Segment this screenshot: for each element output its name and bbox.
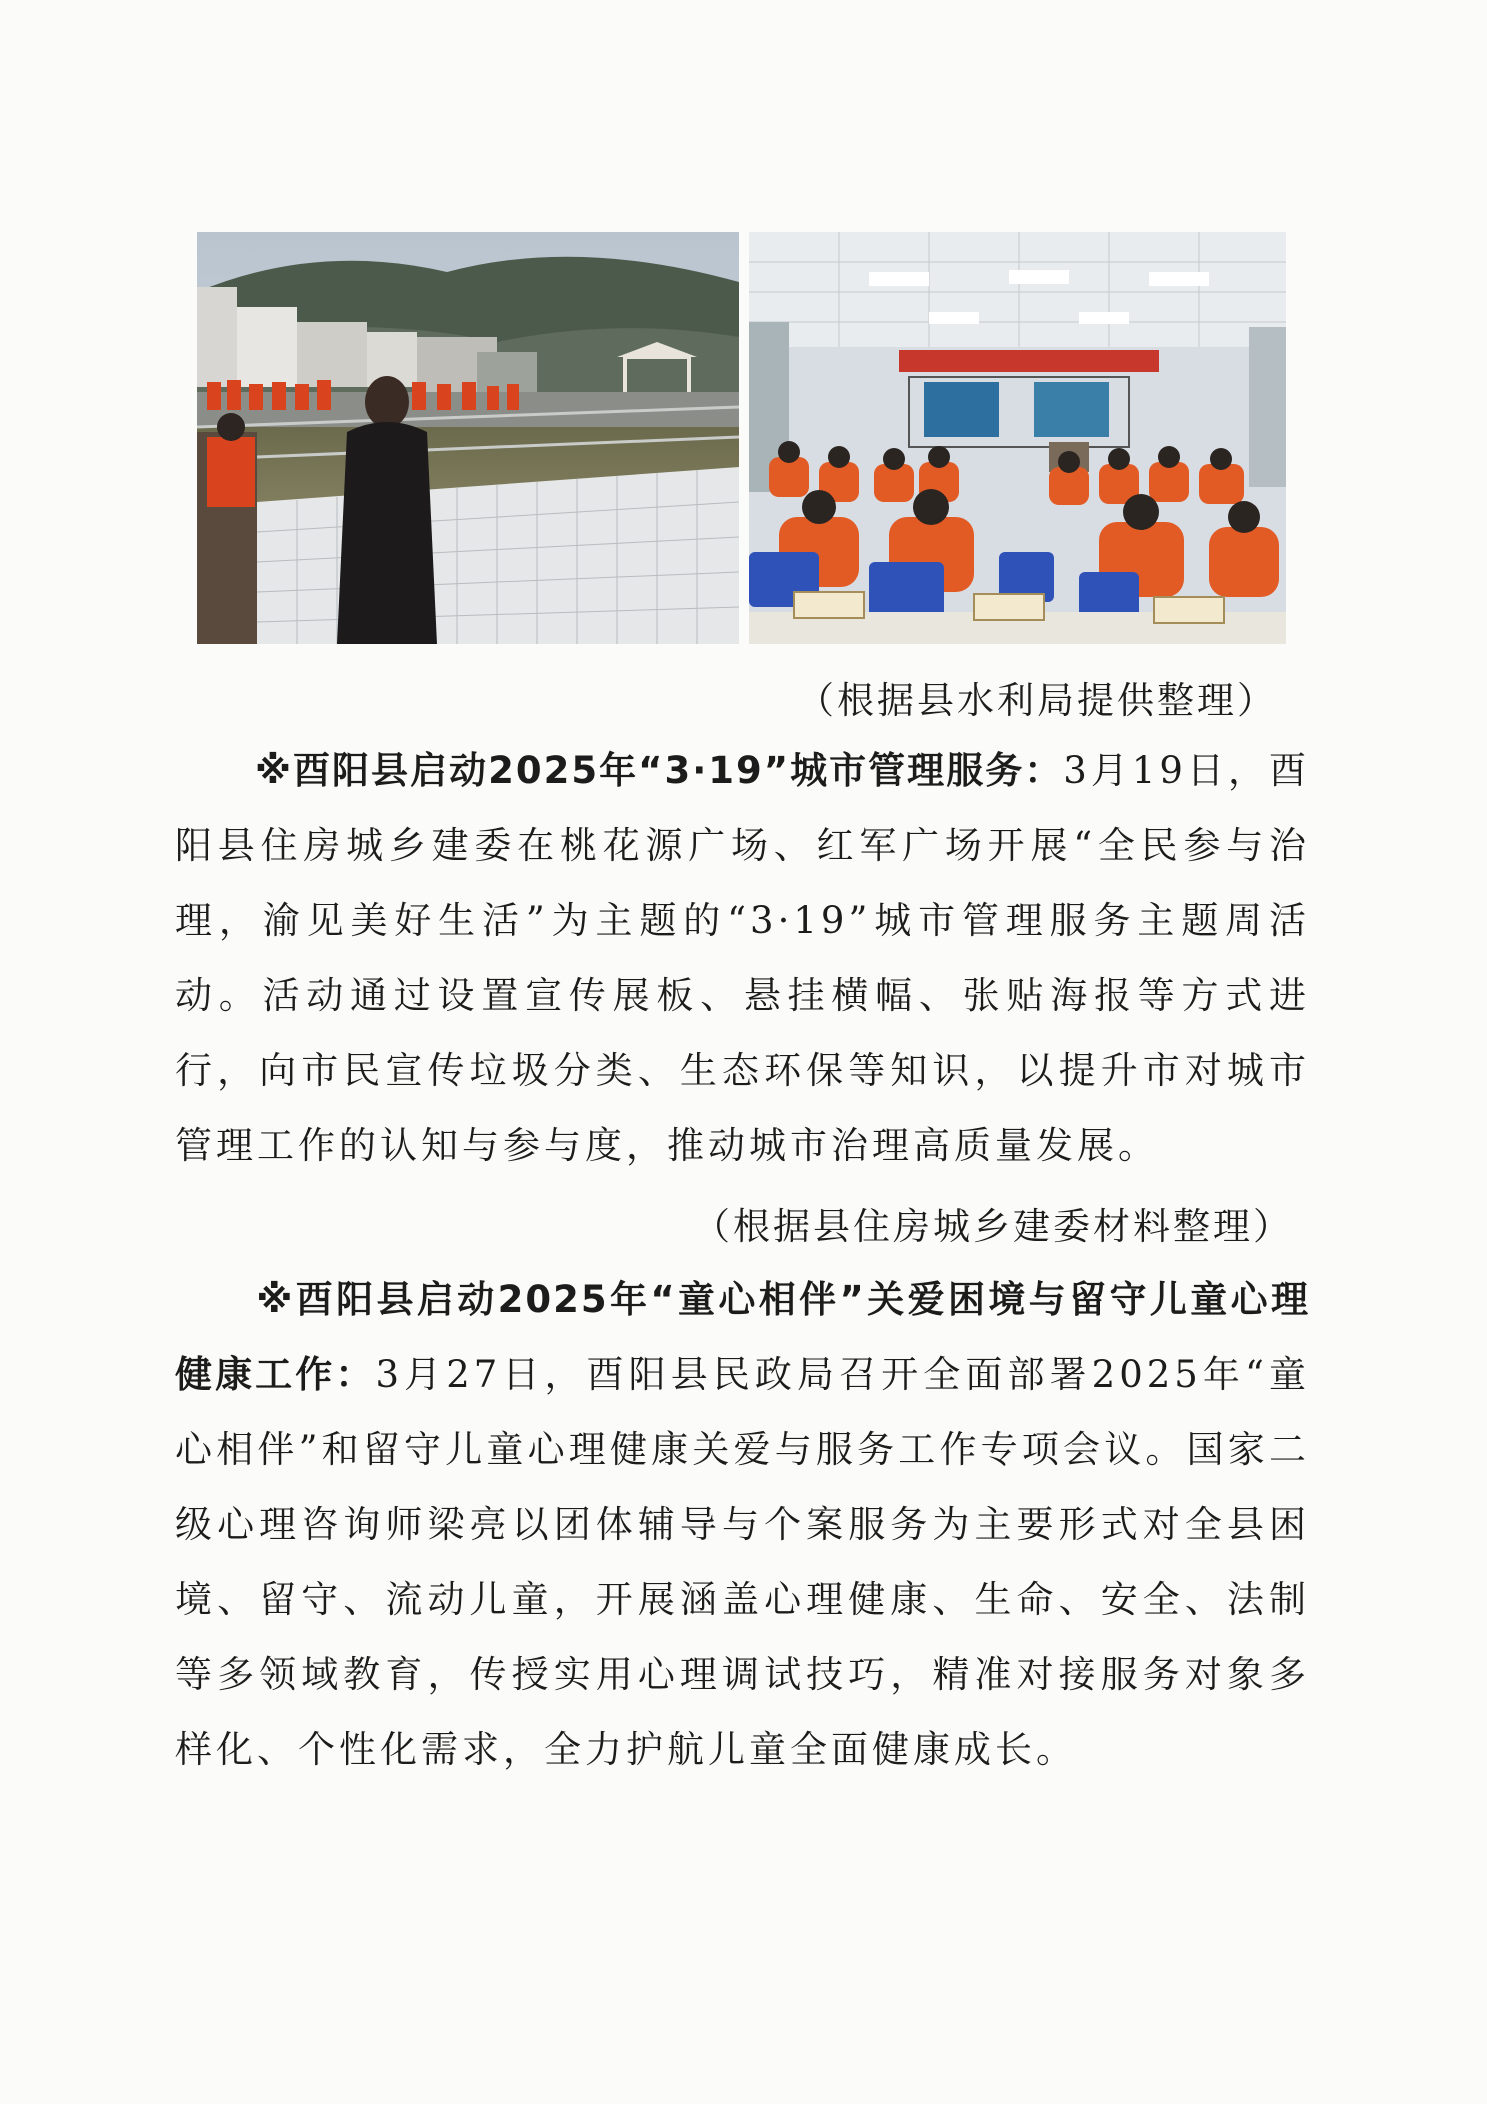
source-caption: （根据县住房城乡建委材料整理） <box>693 1205 1293 1248</box>
news-item-heading: ※酉阳县启动2025年“3·19”城市管理服务： <box>255 749 1064 792</box>
news-item-heading: ※酉阳县启动2025年“童心相伴”关爱困境与留守儿童心理健康工作： <box>175 1278 1310 1396</box>
photo-source-caption: （根据县水利局提供整理） <box>797 679 1277 722</box>
news-item-body: 3月27日，酉阳县民政局召开全面部署2025年“童心相伴”和留守儿童心理健康关爱与服务工作专项会议。国家二级心理咨询师梁亮以团体辅导与个案服务为主要形式对全县困境、留守、流动儿童，开展涵盖心理健康、生命、安全、法制等多领域教育，传授实用心理调试技巧，精准对接服务对象多样化、个性化需求，全力护航儿童全面健康成长。 <box>175 1353 1311 1771</box>
river-park-photo <box>197 232 739 644</box>
news-item-body: 3月19日，酉阳县住房城乡建委在桃花源广场、红军广场开展“全民参与治理，渝见美好生活”为主题的“3·19”城市管理服务主题周活动。活动通过设置宣传展板、悬挂横幅、张贴海报等方式进行，向市民宣传垃圾分类、生态环保等知识，以提升市对城市管理工作的认知与参与度，推动城市治理高质量发展。 <box>175 749 1311 1167</box>
classroom-meeting-photo <box>749 232 1286 644</box>
news-item-city-management <box>175 733 1310 1183</box>
news-item-child-care <box>175 1262 1310 1787</box>
